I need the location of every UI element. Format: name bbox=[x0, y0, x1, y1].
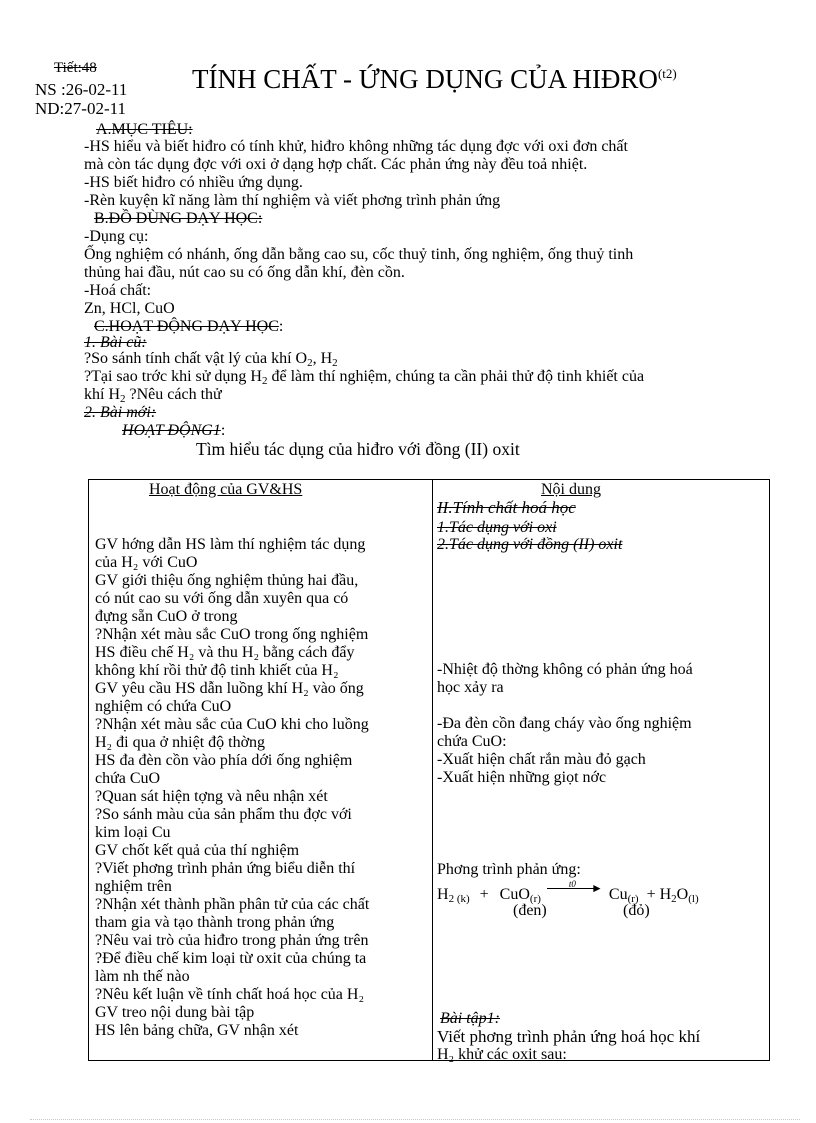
activity-line: tham gia và tạo thành trong phản ứng bbox=[95, 914, 335, 931]
activity-line: GV treo nội dung bài tập bbox=[95, 1004, 255, 1021]
activity-line: ?Viết phơng trình phản ứng biểu diễn thí bbox=[95, 860, 356, 877]
activity-line: ?Nhận xét màu sắc CuO trong ống nghiệm bbox=[95, 626, 369, 643]
activity-line: GV chốt kết quả của thí nghiệm bbox=[95, 842, 300, 859]
activity-line: không khí rồi thử độ tinh khiết của H₂ bbox=[95, 662, 339, 679]
result-line: -Đa đèn cồn đang cháy vào ống nghiệm bbox=[437, 715, 692, 732]
arrow-label: t0 bbox=[568, 879, 576, 889]
right-header: Nội dung bbox=[541, 481, 601, 498]
activity-line: kim loại Cu bbox=[95, 824, 171, 841]
subsection-copper-oxide: 2.Tác dụng với đồng (II) oxit bbox=[437, 536, 623, 553]
activity-line: của H₂ với CuO bbox=[95, 554, 198, 571]
activity-line: ?Để điều chế kim loại từ oxit của chúng ta bbox=[95, 950, 367, 967]
section-chemical-properties: II.Tính chất hoá học bbox=[437, 498, 576, 517]
activity-line: H₂ đi qua ở nhiệt độ thờng bbox=[95, 734, 266, 751]
result-line: học xảy ra bbox=[437, 679, 504, 696]
left-column bbox=[89, 480, 433, 1061]
activity-line: đựng sẵn CuO ở trong bbox=[95, 608, 238, 625]
footer-dotted-line bbox=[30, 1119, 800, 1120]
activity-line: GV giới thiệu ống nghiệm thủng hai đầu, bbox=[95, 572, 359, 589]
activity-line: làm nh thế nào bbox=[95, 968, 190, 985]
color-label-black: (đen) bbox=[513, 902, 547, 919]
activity-line: HS đa đèn cồn vào phía dới ống nghiệm bbox=[95, 752, 353, 769]
exercise-line: Viết phơng trình phản ứng hoá học khí bbox=[437, 1027, 701, 1046]
right-column bbox=[433, 480, 770, 1061]
left-header: Hoạt động của GV&HS bbox=[149, 481, 303, 498]
activity-line: HS lên bảng chữa, GV nhận xét bbox=[95, 1022, 299, 1039]
activity-title: Tìm hiểu tác dụng của hiđro với đồng (II) oxit bbox=[196, 439, 520, 459]
activity-line: ?So sánh màu của sản phẩm thu đợc với bbox=[95, 806, 352, 823]
result-line: -Xuất hiện chất rắn màu đỏ gạch bbox=[437, 751, 646, 768]
result-line: chứa CuO: bbox=[437, 733, 507, 750]
activity-line: ?Nhận xét màu sắc của CuO khi cho luồng bbox=[95, 716, 369, 733]
ns-date: NS :26-02-11 bbox=[35, 80, 128, 99]
reaction-equation: $H_{2 (k)} + CuO_{(r)}$ ► t0 $Cu_{(r)} + H_2O_{(l)}$ bbox=[437, 885, 699, 904]
activity-line: chứa CuO bbox=[95, 770, 161, 787]
subsection-oxygen: 1.Tác dụng với oxi bbox=[437, 519, 557, 536]
result-line: -Nhiệt độ thờng không có phản ứng hoá bbox=[437, 661, 693, 678]
activity-line: ?Quan sát hiện tợng và nêu nhận xét bbox=[95, 788, 328, 805]
nd-date: ND:27-02-11 bbox=[35, 99, 126, 118]
activity-table bbox=[88, 479, 770, 1061]
activity-line: GV hớng dẫn HS làm thí nghiệm tác dụng bbox=[95, 536, 366, 553]
activity-line: nghiệm trên bbox=[95, 878, 172, 895]
activity-line: nghiệm có chứa CuO bbox=[95, 698, 232, 715]
lesson-number: Tiết:48 bbox=[54, 60, 97, 76]
activity-line: có nút cao su với ống dẫn xuyên qua có bbox=[95, 590, 349, 607]
activity-line: HS điều chế H₂ và thu H₂ bằng cách đẩy bbox=[95, 644, 355, 661]
color-label-red: (đỏ) bbox=[623, 902, 650, 919]
exercise-title: Bài tập1: bbox=[440, 1010, 500, 1027]
activity-line: ?Nhận xét thành phần phân tử của các chất bbox=[95, 896, 370, 913]
activity-line: ?Nêu vai trò của hiđro trong phản ứng trên bbox=[95, 932, 369, 949]
exercise-line: H₂ khử các oxit sau: bbox=[437, 1046, 567, 1063]
result-line: -Xuất hiện những giọt nớc bbox=[437, 769, 607, 786]
reaction-arrow: ► t0 bbox=[547, 885, 603, 899]
equation-title: Phơng trình phản ứng: bbox=[437, 861, 581, 878]
page-title: TÍNH CHẤT - ỨNG DỤNG CỦA $HIĐRO^{(t2)}$ bbox=[192, 64, 677, 94]
activity-line: ?Nêu kết luận về tính chất hoá học của H₂ bbox=[95, 986, 365, 1003]
activity-line: GV yêu cầu HS dẫn luồng khí H₂ vào ống bbox=[95, 680, 364, 697]
